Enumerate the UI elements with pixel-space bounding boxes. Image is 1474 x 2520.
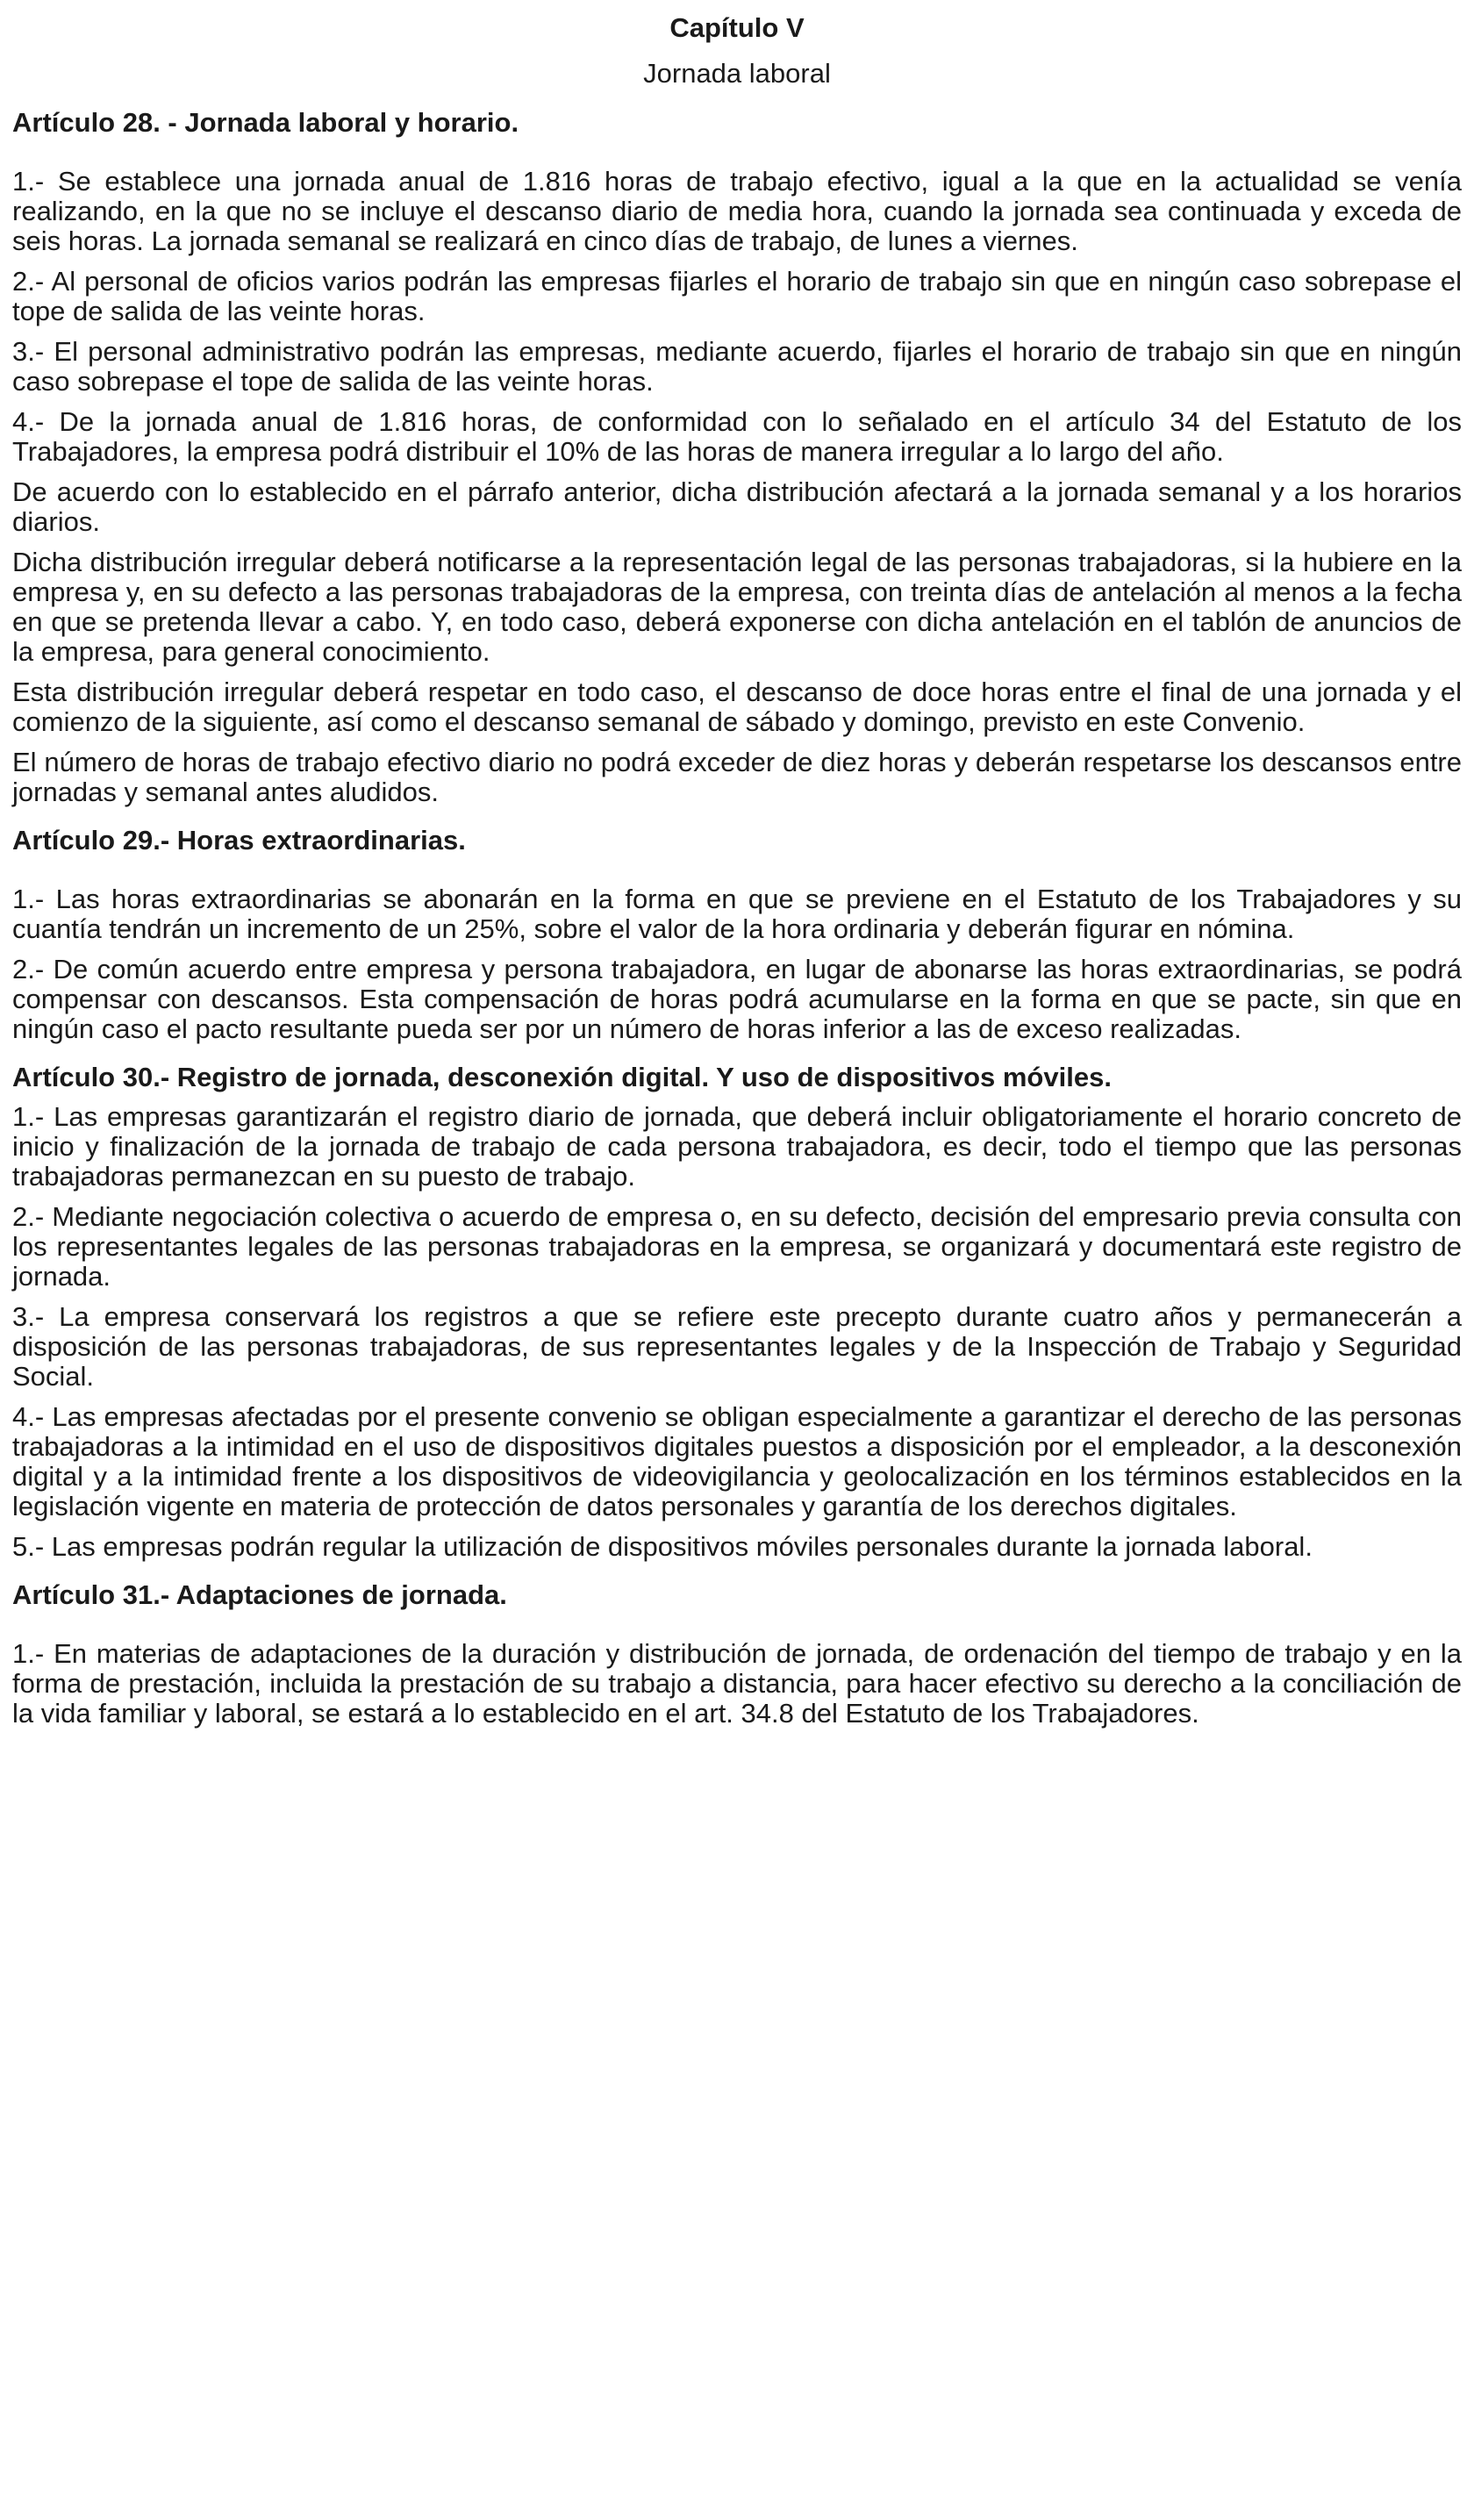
article-paragraph: 1.- Las horas extraordinarias se abonarán en la forma en que se previene en el Estatuto de los Trabajadores y su cuantía tendrán un incremento de un 25%, sobre el valor de la hora ordinaria y deberán figurar en nómina. — [12, 884, 1462, 944]
article-paragraph: 3.- El personal administrativo podrán las empresas, mediante acuerdo, fijarles el horario de trabajo sin que en ningún caso sobrepase el tope de salida de las veinte horas. — [12, 336, 1462, 397]
article-heading: Artículo 31.- Adaptaciones de jornada. — [12, 1579, 507, 1610]
article-31 — [12, 1578, 1462, 1729]
article-paragraph: 2.- Mediante negociación colectiva o acuerdo de empresa o, en su defecto, decisión del empresario previa consulta con los representantes legales de las personas trabajadoras en la empresa, se organizará y documentará este registro de jornada. — [12, 1201, 1462, 1292]
article-heading: Artículo 28. - Jornada laboral y horario. — [12, 107, 519, 138]
article-heading: Artículo 30.- Registro de jornada, desconexión digital. Y uso de dispositivos móviles. — [12, 1062, 1112, 1092]
article-paragraph: Esta distribución irregular deberá respetar en todo caso, el descanso de doce horas entre el final de una jornada y el comienzo de la siguiente, así como el descanso semanal de sábado y domingo, previsto en este Convenio. — [12, 677, 1462, 737]
article-paragraph: 5.- Las empresas podrán regular la utilización de dispositivos móviles personales durante la jornada laboral. — [12, 1531, 1313, 1562]
article-paragraph: 3.- La empresa conservará los registros a que se refiere este precepto durante cuatro años y permanecerán a disposición de las personas trabajadoras, de sus representantes legales y de la Inspección de Trabajo y Seguridad Social. — [12, 1301, 1462, 1392]
article-paragraph: 1.- En materias de adaptaciones de la duración y distribución de jornada, de ordenación del tiempo de trabajo y en la forma de prestación, incluida la prestación de su trabajo a distancia, para hacer efectivo su derecho a la conciliación de la vida familiar y laboral, se estará a lo establecido en el art. 34.8 del Estatuto de los Trabajadores. — [12, 1638, 1462, 1729]
article-paragraph: 1.- Se establece una jornada anual de 1.816 horas de trabajo efectivo, igual a la que en la actualidad se venía realizando, en la que no se incluye el descanso diario de media hora, cuando la jornada sea continuada y exceda de seis horas. La jornada semanal se realizará en cinco días de trabajo, de lunes a viernes. — [12, 166, 1462, 256]
article-paragraph: 2.- Al personal de oficios varios podrán las empresas fijarles el horario de trabajo sin que en ningún caso sobrepase el tope de salida de las veinte horas. — [12, 266, 1462, 326]
article-29 — [12, 823, 1462, 1044]
article-paragraph: El número de horas de trabajo efectivo diario no podrá exceder de diez horas y deberán respetarse los descansos entre jornadas y semanal antes aludidos. — [12, 747, 1462, 807]
document-page — [12, 7, 1462, 1744]
article-heading: Artículo 29.- Horas extraordinarias. — [12, 825, 466, 856]
article-30 — [12, 1060, 1462, 1562]
article-paragraph: 4.- De la jornada anual de 1.816 horas, de conformidad con lo señalado en el artículo 34 del Estatuto de los Trabajadores, la empresa podrá distribuir el 10% de las horas de manera irregular a lo largo del año. — [12, 406, 1462, 467]
chapter-subtitle: Jornada laboral — [643, 58, 831, 89]
article-paragraph: 2.- De común acuerdo entre empresa y persona trabajadora, en lugar de abonarse las horas extraordinarias, se podrá compensar con descansos. Esta compensación de horas podrá acumularse en la forma en que se pacte, sin que en ningún caso el pacto resultante pueda ser por un número de horas inferior a las de exceso realizadas. — [12, 954, 1462, 1044]
article-paragraph: 1.- Las empresas garantizarán el registro diario de jornada, que deberá incluir obligatoriamente el horario concreto de inicio y finalización de la jornada de trabajo de cada persona trabajadora, es decir, todo el tiempo que las personas trabajadoras permanezcan en su puesto de trabajo. — [12, 1101, 1462, 1192]
article-paragraph: De acuerdo con lo establecido en el párrafo anterior, dicha distribución afectará a la jornada semanal y a los horarios diarios. — [12, 476, 1462, 537]
article-28 — [12, 105, 1462, 807]
article-paragraph: Dicha distribución irregular deberá notificarse a la representación legal de las personas trabajadoras, si la hubiere en la empresa y, en su defecto a las personas trabajadoras de la empresa, con treinta días de antelación al menos a la fecha en que se pretenda llevar a cabo. Y, en todo caso, deberá exponerse con dicha antelación en el tablón de anuncios de la empresa, para general conocimiento. — [12, 547, 1462, 667]
article-paragraph: 4.- Las empresas afectadas por el presente convenio se obligan especialmente a garantizar el derecho de las personas trabajadoras a la intimidad en el uso de dispositivos digitales puestos a disposición por el empleador, a la desconexión digital y a la intimidad frente a los dispositivos de videovigilancia y geolocalización en los términos establecidos en la legislación vigente en materia de protección de datos personales y garantía de los derechos digitales. — [12, 1401, 1462, 1521]
chapter-title: Capítulo V — [669, 12, 805, 43]
